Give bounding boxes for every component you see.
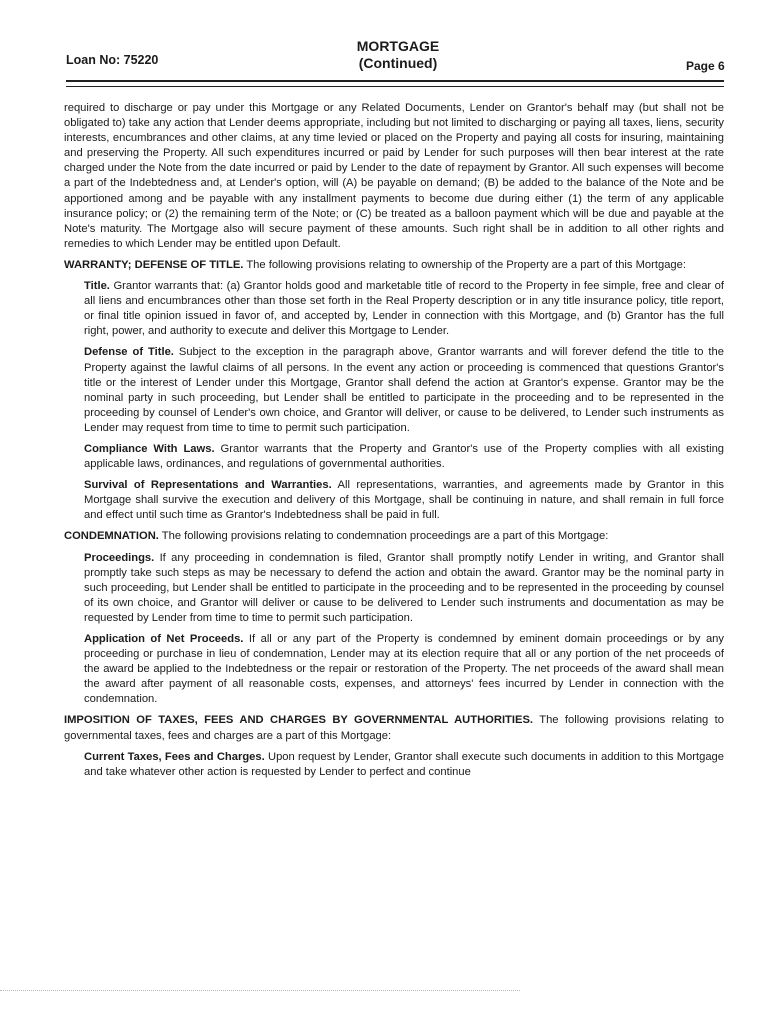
warranty-section	[64, 258, 724, 273]
document-title: MORTGAGE	[356, 38, 440, 54]
net-proceeds-heading: Application of Net Proceeds.	[84, 633, 244, 645]
compliance-heading: Compliance With Laws.	[84, 442, 215, 455]
proceedings-paragraph	[84, 551, 724, 626]
defense-text: Subject to the exception in the paragraph above, Grantor warrants and will forever defend the title to the Property against the lawful claims of all persons. In the event any action or proceeding is commenced that questions Grantor's title or the interest of Lender under this Mortgage, Grantor shall defend the action at Grantor's expense. Grantor may be the nominal party in such proceeding, but Lender shall be entitled to participate in the proceeding and to be represented in the proceeding by counsel of Lender's own choice, and Grantor will deliver, or cause to be delivered, to Lender such instruments as Lender may request from time to time to permit such participation.	[84, 346, 724, 434]
warranty-heading: WARRANTY; DEFENSE OF TITLE.	[64, 258, 244, 271]
condemnation-heading: CONDEMNATION.	[64, 530, 159, 543]
proceedings-text: If any proceeding in condemnation is filed, Grantor shall promptly notify Lender in writing, and Grantor shall promptly take such steps as may be necessary to defend the action and obtain the award. Grantor may be the nominal party in such proceeding, but Lender shall be entitled to participate in the proceeding and to be represented in the proceeding by counsel of its own choice, and Grantor will deliver or cause to be delivered to Lender such instruments and documentation as may be requested by Lender from time to time to permit such participation.	[84, 551, 724, 624]
document-body	[64, 101, 724, 786]
warranty-text: The following provisions relating to ownership of the Property are a part of this Mortgage:	[246, 258, 686, 271]
net-proceeds-paragraph	[84, 632, 724, 707]
current-taxes-paragraph	[84, 750, 724, 780]
scan-artifact-line	[0, 990, 520, 991]
header-rule-thin	[66, 86, 724, 87]
survival-text: All representations, warranties, and agreements made by Grantor in this Mortgage shall survive the execution and delivery of this Mortgage, shall be continuing in nature, and shall remain in full force and effect until such time as Grantor's Indebtedness shall be paid in full.	[84, 479, 725, 522]
intro-paragraph: required to discharge or pay under this Mortgage or any Related Documents, Lender on Grantor's behalf may (but shall not be obligated to) take any action that Lender deems appropriate, including but not limited to discharging or paying all taxes, liens, security interests, encumbrances and other claims, at any time levied or placed on the Property and paying all costs for insuring, maintaining and preserving the Property. All such expenditures incurred or paid by Lender for such purposes will then bear interest at the rate charged under the Note from the date incurred or paid by Lender to the date of repayment by Grantor. All such expenses will become a part of the Indebtedness and, at Lender's option, will (A) be payable on demand; (B) be added to the balance of the Note and be apportioned among and be payable with any installment payments to become due during either (1) the term of any applicable insurance policy; or (2) the remaining term of the Note; or (C) be treated as a balloon payment which will be due and payable at the Note's maturity. The Mortgage also will secure payment of these amounts. Such right shall be in addition to all other rights and remedies to which Lender may be entitled upon Default.	[64, 102, 724, 250]
taxes-text: The following provisions relating to governmental taxes, fees and charges are a part of this Mortgage:	[64, 714, 724, 742]
taxes-heading: IMPOSITION OF TAXES, FEES AND CHARGES BY GOVERNMENTAL AUTHORITIES.	[64, 714, 534, 727]
page-number: Page 6	[686, 59, 725, 73]
survival-heading: Survival of Representations and Warranties.	[84, 479, 332, 492]
proceedings-heading: Proceedings.	[84, 551, 155, 564]
taxes-section	[64, 713, 724, 743]
document-subtitle: (Continued)	[358, 55, 438, 71]
header-rule-thick	[66, 80, 724, 82]
survival-paragraph	[84, 478, 724, 523]
document-title-block	[300, 38, 496, 72]
title-text: Grantor warrants that: (a) Grantor holds good and marketable title of record to the Property in fee simple, free and clear of all liens and encumbrances other than those set forth in the Real Property description or in any title insurance policy, title report, or final title opinion issued in favor of, and accepted by, Lender in connection with this Mortgage, and (b) Grantor has the full right, power, and authority to execute and deliver this Mortgage to Lender.	[84, 280, 724, 338]
condemnation-section	[64, 529, 724, 544]
net-proceeds-text: If all or any part of the Property is condemned by eminent domain proceedings or by any proceeding or purchase in lieu of condemnation, Lender may at its election require that all or any portion of the net proceeds of the award be applied to the Indebtedness or the repair or restoration of the Property. The net proceeds of the award shall mean the award after payment of all reasonable costs, expenses, and attorneys' fees incurred by Lender in connection with the condemnation.	[84, 633, 724, 706]
compliance-text: Grantor warrants that the Property and Grantor's use of the Property complies with all existing applicable laws, ordinances, and regulations of governmental authorities.	[84, 442, 725, 471]
condemnation-text: The following provisions relating to condemnation proceedings are a part of this Mortgage:	[161, 530, 609, 543]
title-paragraph	[84, 279, 724, 339]
defense-heading: Defense of Title.	[84, 346, 174, 359]
title-heading: Title.	[84, 280, 110, 293]
loan-number: Loan No: 75220	[66, 53, 159, 67]
compliance-paragraph	[84, 442, 724, 472]
current-taxes-heading: Current Taxes, Fees and Charges.	[84, 750, 265, 763]
current-taxes-text: Upon request by Lender, Grantor shall execute such documents in addition to this Mortgage and take whatever other action is requested by Lender to perfect and continue	[84, 750, 724, 778]
defense-paragraph	[84, 345, 724, 436]
